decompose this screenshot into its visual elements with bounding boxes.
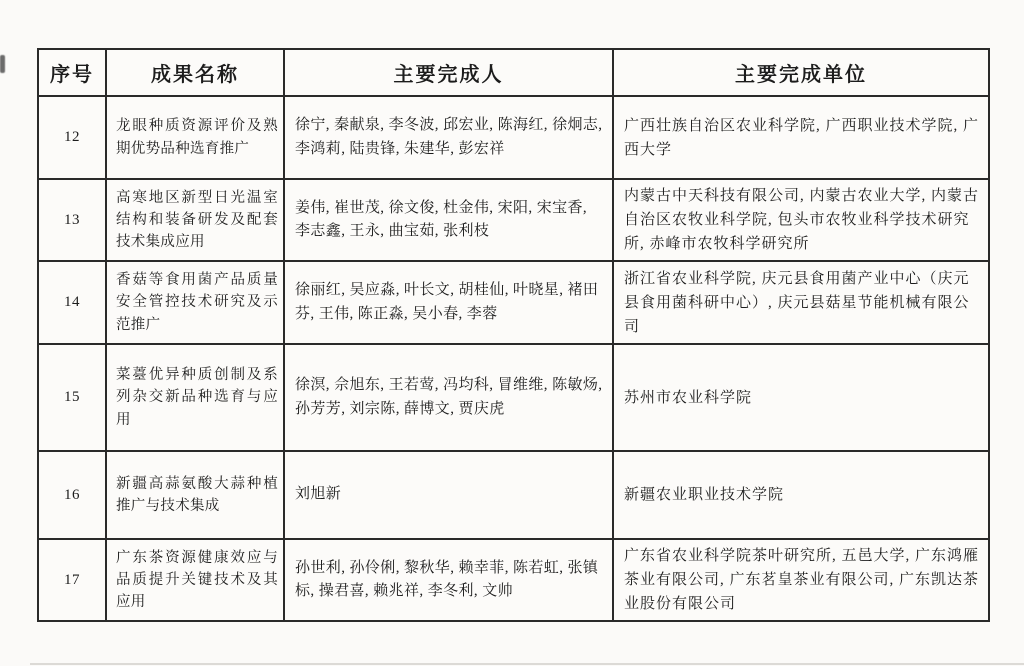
cell-organizations: 内蒙古中天科技有限公司, 内蒙古农业大学, 内蒙古自治区农牧业科学院, 包头市农牧业科学技术研究所, 赤峰市农牧科学研究所 xyxy=(613,179,989,261)
cell-serial-number: 15 xyxy=(38,344,106,451)
cell-organizations: 新疆农业职业技术学院 xyxy=(613,451,989,539)
cell-contributors: 徐溟, 佘旭东, 王若莺, 冯均科, 冒维维, 陈敏炀, 孙芳芳, 刘宗陈, 薛博文, 贾庆虎 xyxy=(284,344,613,451)
table-row xyxy=(38,96,989,179)
cell-achievement-name: 菜薹优异种质创制及系列杂交新品种选育与应用 xyxy=(106,344,284,451)
cell-organizations: 广东省农业科学院茶叶研究所, 五邑大学, 广东鸿雁茶业有限公司, 广东茗皇茶业有限公司, 广东凯达茶业股份有限公司 xyxy=(613,539,989,621)
cell-contributors: 刘旭新 xyxy=(284,451,613,539)
cell-achievement-name: 龙眼种质资源评价及熟期优势品种选育推广 xyxy=(106,96,284,179)
table-row xyxy=(38,451,989,539)
cell-serial-number: 17 xyxy=(38,539,106,621)
cell-contributors: 姜伟, 崔世茂, 徐文俊, 杜金伟, 宋阳, 宋宝香, 李志鑫, 王永, 曲宝茹, 张利枝 xyxy=(284,179,613,261)
cell-achievement-name: 广东茶资源健康效应与品质提升关键技术及其应用 xyxy=(106,539,284,621)
cell-achievement-name: 香菇等食用菌产品质量安全管控技术研究及示范推广 xyxy=(106,261,284,344)
cell-organizations: 浙江省农业科学院, 庆元县食用菌产业中心（庆元县食用菌科研中心）, 庆元县菇星节能机械有限公司 xyxy=(613,261,989,344)
scan-edge-mark xyxy=(0,55,5,73)
scan-bottom-edge xyxy=(30,663,1024,665)
cell-serial-number: 13 xyxy=(38,179,106,261)
cell-achievement-name: 高寒地区新型日光温室结构和装备研发及配套技术集成应用 xyxy=(106,179,284,261)
table-row xyxy=(38,539,989,621)
cell-organizations: 广西壮族自治区农业科学院, 广西职业技术学院, 广西大学 xyxy=(613,96,989,179)
cell-achievement-name: 新疆高蒜氨酸大蒜种植推广与技术集成 xyxy=(106,451,284,539)
cell-serial-number: 14 xyxy=(38,261,106,344)
table-header-row xyxy=(38,49,989,96)
cell-contributors: 徐丽红, 吴应淼, 叶长文, 胡桂仙, 叶晓星, 褚田芬, 王伟, 陈正淼, 吴小春, 李蓉 xyxy=(284,261,613,344)
header-main-organizations: 主要完成单位 xyxy=(613,49,989,96)
table-row xyxy=(38,344,989,451)
cell-contributors: 孙世利, 孙伶俐, 黎秋华, 赖幸菲, 陈若虹, 张镇标, 操君喜, 赖兆祥, 李冬利, 文帅 xyxy=(284,539,613,621)
cell-contributors: 徐宁, 秦献泉, 李冬波, 邱宏业, 陈海红, 徐炯志, 李鸿莉, 陆贵锋, 朱建华, 彭宏祥 xyxy=(284,96,613,179)
cell-serial-number: 12 xyxy=(38,96,106,179)
header-achievement-name: 成果名称 xyxy=(106,49,284,96)
header-main-contributors: 主要完成人 xyxy=(284,49,613,96)
cell-serial-number: 16 xyxy=(38,451,106,539)
table-row xyxy=(38,261,989,344)
table-row xyxy=(38,179,989,261)
cell-organizations: 苏州市农业科学院 xyxy=(613,344,989,451)
awards-table xyxy=(37,48,990,622)
header-serial-number: 序号 xyxy=(38,49,106,96)
